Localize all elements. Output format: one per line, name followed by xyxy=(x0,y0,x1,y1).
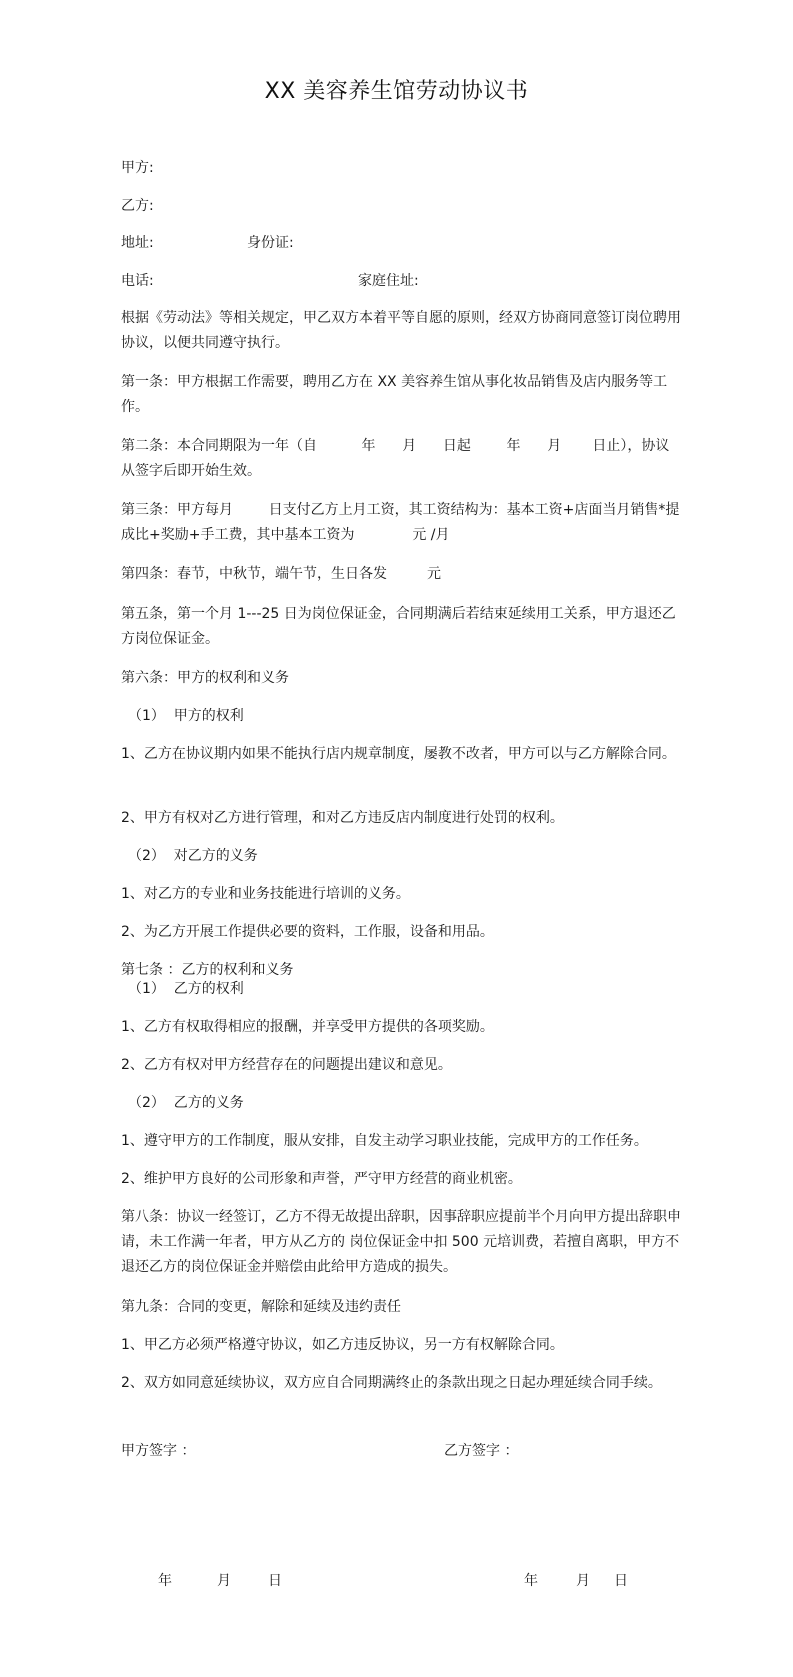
party-b-label: 乙方: xyxy=(121,198,154,214)
article-9-item-2: 2、双方如同意延续协议，双方应自合同期满终止的条款出现之日起办理延续合同手续。 xyxy=(121,1375,662,1391)
party-a-signature-label: 甲方签字 ： xyxy=(121,1443,196,1459)
party-b-date-month: 月 xyxy=(576,1573,590,1589)
article-7-title: 第七条 ：乙方的权利和义务 xyxy=(121,962,294,978)
party-b-date-year: 年 xyxy=(524,1573,538,1589)
article-9-title: 第九条：合同的变更，解除和延续及违约责任 xyxy=(121,1299,401,1315)
party-b-signature-label: 乙方签字 ： xyxy=(444,1443,519,1459)
document-title: XX 美容养生馆劳动协议书 xyxy=(264,79,529,104)
article-3: 第三条：甲方每月 日支付乙方上月工资，其工资结构为：基本工资+店面当月销售*提成比+奖励+手工费，其中基本工资为 元 /月 xyxy=(121,502,680,543)
party-a-date-month: 月 xyxy=(217,1573,231,1589)
article-6-subheading-1: （1） 甲方的权利 xyxy=(128,708,244,724)
article-6-item-2: 2、甲方有权对乙方进行管理，和对乙方违反店内制度进行处罚的权利。 xyxy=(121,810,564,826)
article-8: 第八条：协议一经签订，乙方不得无故提出辞职，因事辞职应提前半个月向甲方提出辞职申请，未工作满一年者，甲方从乙方的 岗位保证金中扣 500 元培训费，若擅自离职，甲方不退还乙方的岗位保证金并赔偿由此给甲方造成的损失。 xyxy=(121,1209,681,1275)
article-6-item-3: 1、对乙方的专业和业务技能进行培训的义务。 xyxy=(121,886,410,902)
article-4: 第四条：春节，中秋节，端午节，生日各发 元 xyxy=(121,566,442,582)
party-b-date-day: 日 xyxy=(614,1573,628,1589)
article-1: 第一条：甲方根据工作需要，聘用乙方在 XX 美容养生馆从事化妆品销售及店内服务等工作。 xyxy=(121,374,668,415)
phone-label: 电话: xyxy=(121,273,154,289)
address-label: 地址: xyxy=(121,235,154,251)
article-7-item-3: 1、遵守甲方的工作制度，服从安排，自发主动学习职业技能，完成甲方的工作任务。 xyxy=(121,1133,648,1149)
article-7-subheading-2: （2） 乙方的义务 xyxy=(128,1095,244,1111)
article-6-title: 第六条：甲方的权利和义务 xyxy=(121,670,289,686)
article-2: 第二条：本合同期限为一年（自 年 月 日起 年 月 日止），协议从签字后即开始生效。 xyxy=(121,438,670,479)
article-6-item-4: 2、为乙方开展工作提供必要的资料，工作服，设备和用品。 xyxy=(121,924,494,940)
party-a-date-day: 日 xyxy=(268,1573,282,1589)
article-7-item-4: 2、维护甲方良好的公司形象和声誉，严守甲方经营的商业机密。 xyxy=(121,1171,522,1187)
home-address-label: 家庭住址: xyxy=(358,273,419,289)
party-a-date-year: 年 xyxy=(158,1573,172,1589)
article-6-subheading-2: （2） 对乙方的义务 xyxy=(128,848,258,864)
article-7-item-2: 2、乙方有权对甲方经营存在的问题提出建议和意见。 xyxy=(121,1057,452,1073)
article-6-item-1: 1、乙方在协议期内如果不能执行店内规章制度，屡教不改者，甲方可以与乙方解除合同。 xyxy=(121,746,676,762)
article-9-item-1: 1、甲乙方必须严格遵守协议，如乙方违反协议，另一方有权解除合同。 xyxy=(121,1337,564,1353)
intro-paragraph: 根据《劳动法》等相关规定，甲乙双方本着平等自愿的原则，经双方协商同意签订岗位聘用协议，以便共同遵守执行。 xyxy=(121,310,681,351)
article-7-subheading-1: （1） 乙方的权利 xyxy=(128,981,244,997)
id-card-label: 身份证: xyxy=(247,235,294,251)
article-7-item-1: 1、乙方有权取得相应的报酬，并享受甲方提供的各项奖励。 xyxy=(121,1019,494,1035)
article-5: 第五条，第一个月 1---25 日为岗位保证金，合同期满后若结束延续用工关系，甲方退还乙方岗位保证金。 xyxy=(121,606,676,647)
party-a-label: 甲方: xyxy=(121,160,154,176)
